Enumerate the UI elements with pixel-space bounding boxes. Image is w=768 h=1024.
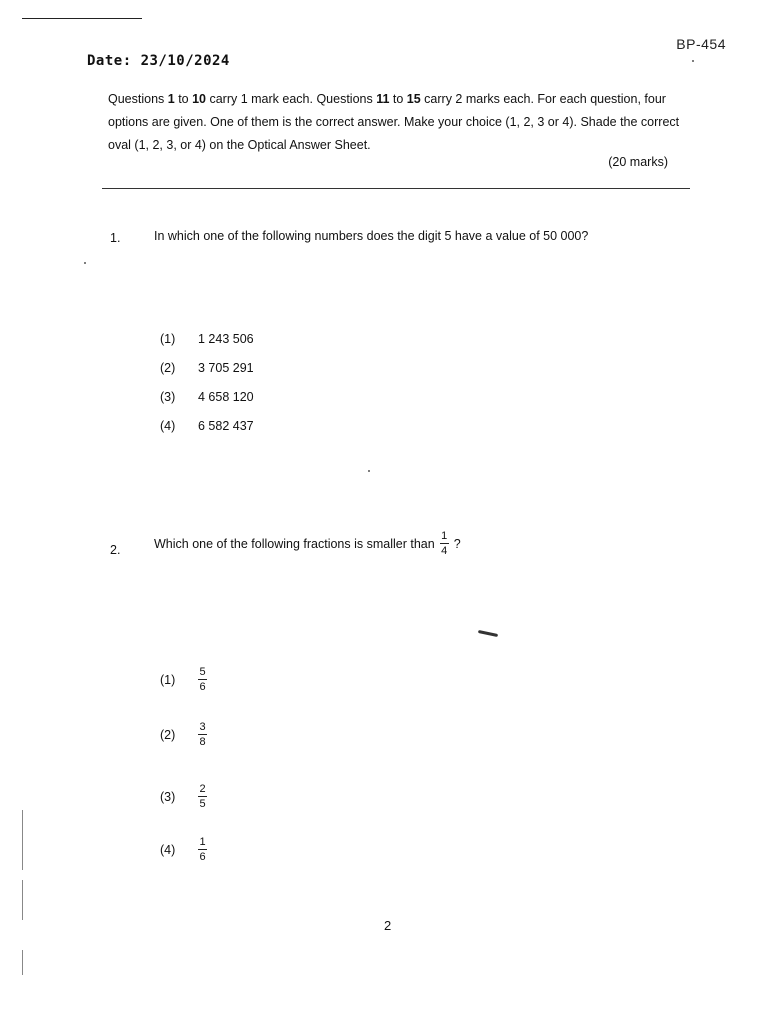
option-fraction <box>198 721 207 748</box>
fraction-bar <box>198 849 207 850</box>
fraction-bar <box>198 679 207 680</box>
question-1-option-2[interactable] <box>160 361 254 375</box>
speck <box>692 60 694 62</box>
option-number: (1) <box>160 672 176 687</box>
question-2-suffix: ? <box>453 536 461 551</box>
option-value: 6 582 437 <box>198 419 254 433</box>
question-2-stem <box>154 530 461 557</box>
fraction-denominator: 6 <box>199 681 206 693</box>
question-2-option-2[interactable] <box>160 721 207 748</box>
section-divider <box>102 188 690 189</box>
fraction-numerator: 3 <box>199 721 206 733</box>
paper-code: BP-454 <box>676 36 726 52</box>
question-2-option-4[interactable] <box>160 836 207 863</box>
fraction-bar <box>440 543 449 544</box>
exam-date: Date: 23/10/2024 <box>87 53 230 69</box>
option-fraction <box>198 836 207 863</box>
total-marks: (20 marks) <box>608 155 668 169</box>
option-fraction <box>198 666 207 693</box>
instr-text-3: carry 1 mark each. Questions <box>206 92 377 106</box>
question-1-text: In which one of the following numbers does the digit 5 have a value of 50 000? <box>154 229 589 243</box>
question-2-option-1[interactable] <box>160 666 207 693</box>
option-number: (2) <box>160 727 176 742</box>
fraction-denominator: 5 <box>199 798 206 810</box>
question-2-number: 2. <box>110 543 121 557</box>
option-number: (1) <box>160 332 176 346</box>
option-value: 3 705 291 <box>198 361 254 375</box>
instr-num-2: 10 <box>192 92 206 106</box>
question-1-option-3[interactable] <box>160 390 254 404</box>
option-number: (2) <box>160 361 176 375</box>
option-number: (3) <box>160 789 176 804</box>
instr-text-1: Questions <box>108 92 168 106</box>
option-number: (4) <box>160 842 176 857</box>
option-value: 1 243 506 <box>198 332 254 346</box>
instr-num-4: 15 <box>406 92 421 106</box>
fraction-bar <box>198 796 207 797</box>
option-number: (4) <box>160 419 176 433</box>
speck <box>368 470 370 472</box>
instructions <box>108 88 683 157</box>
instr-text-5: carry 2 marks each. For each question, four options are given. One of them is the correct answer. Make your choice (1, 2, 3 or 4). Shade the correct oval (1, 2, 3, or 4) on the Optical Answer Sheet. <box>108 92 680 152</box>
speck <box>84 262 86 264</box>
fraction-numerator: 1 <box>199 836 206 848</box>
question-1-option-1[interactable] <box>160 332 254 346</box>
instr-text-2: to <box>174 92 193 106</box>
fraction-denominator: 6 <box>199 851 206 863</box>
fraction-denominator: 8 <box>199 736 206 748</box>
fraction-bar <box>198 734 207 735</box>
instr-num-1: 1 <box>167 92 175 106</box>
fraction-numerator: 5 <box>199 666 206 678</box>
option-number: (3) <box>160 390 176 404</box>
question-2-option-3[interactable] <box>160 783 207 810</box>
option-value: 4 658 120 <box>198 390 254 404</box>
fraction-one-quarter <box>440 530 449 557</box>
instr-num-3: 11 <box>376 92 390 106</box>
fraction-numerator: 2 <box>199 783 206 795</box>
top-rule <box>22 18 142 19</box>
fraction-numerator: 1 <box>441 530 448 542</box>
page-number: 2 <box>384 918 392 933</box>
scan-margin-line <box>22 950 23 975</box>
question-1-option-4[interactable] <box>160 419 254 433</box>
option-fraction <box>198 783 207 810</box>
instr-text-4: to <box>389 92 407 106</box>
fraction-denominator: 4 <box>441 545 448 557</box>
pen-mark <box>478 630 498 637</box>
question-2-text: Which one of the following fractions is smaller than <box>154 536 435 551</box>
question-1-number: 1. <box>110 231 121 245</box>
scan-margin-line <box>22 810 23 870</box>
scan-margin-line <box>22 880 23 920</box>
